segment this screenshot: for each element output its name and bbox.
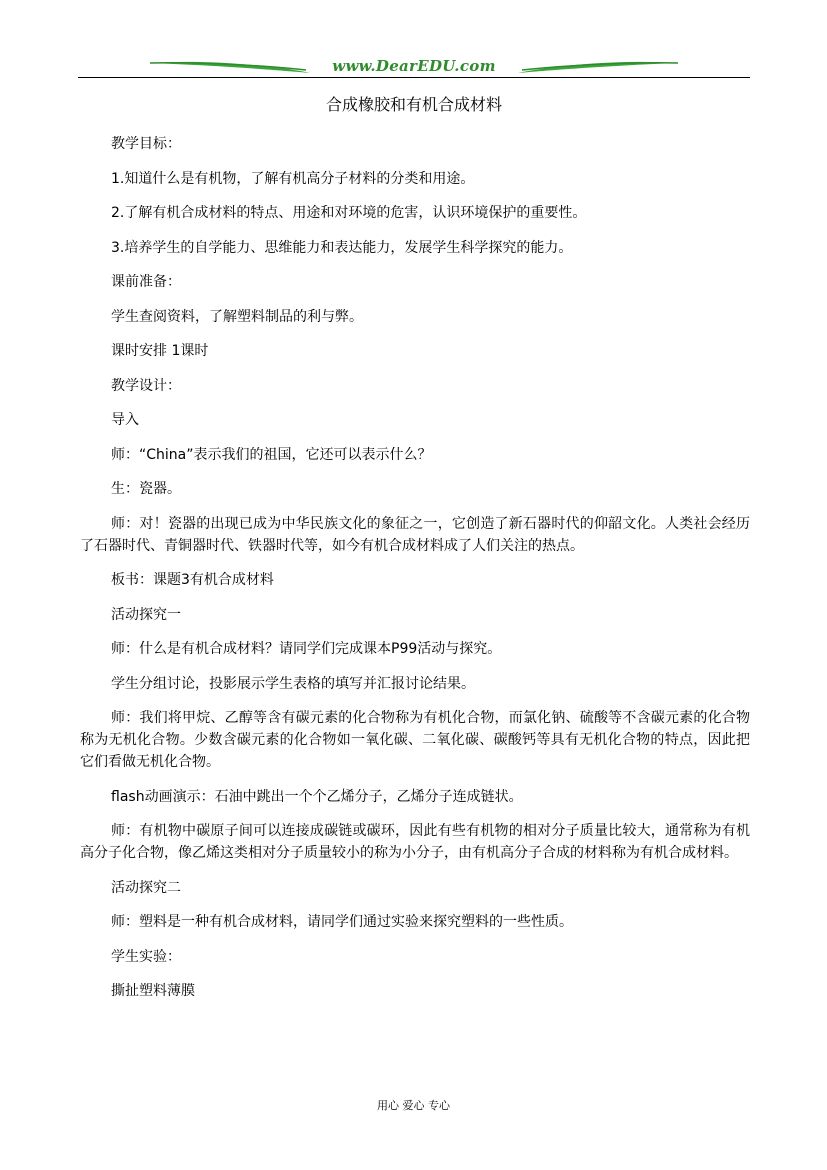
paragraph: 师：“China”表示我们的祖国，它还可以表示什么？ [111,446,432,463]
paragraph: 板书：课题3有机合成材料 [111,572,274,588]
paragraph: 课时安排 1课时 [111,343,209,359]
paragraph: 师：我们将甲烷、乙醇等含有碳元素的化合物称为有机化合物，而氯化钠、硫酸等不含碳元素的化合物称为无机化合物。少数含碳元素的化合物如一氧化碳、二氧化碳、碳酸钙等具有无机化合物的特点，因此把它们看做无机化合物。 [80,710,750,770]
paragraph: 学生查阅资料，了解塑料制品的利与弊。 [111,308,363,325]
paragraph: 生：瓷器。 [111,481,181,497]
paragraph: 教学设计： [111,377,181,394]
paragraph: 学生分组讨论，投影展示学生表格的填写并汇报讨论结果。 [111,675,475,692]
paragraph: 3.培养学生的自学能力、思维能力和表达能力，发展学生科学探究的能力。 [111,239,573,256]
document-title: 合成橡胶和有机合成材料 [325,95,502,114]
paragraph: 活动探究二 [111,879,181,896]
paragraph: 课前准备： [111,274,181,290]
document-body [80,133,750,1015]
paragraph: 撕扯塑料薄膜 [111,983,195,999]
page-footer: 用心 爱心 专心 [377,1099,450,1112]
paragraph: 学生实验： [111,948,181,965]
paragraph: 师：什么是有机合成材料？请同学们完成课本P99活动与探究。 [111,641,502,657]
paragraph: 师：有机物中碳原子间可以连接成碳链或碳环，因此有些有机物的相对分子质量比较大，通常称为有机高分子化合物，像乙烯这类相对分子质量较小的称为小分子，由有机高分子合成的材料称为有机合成材料。 [80,823,750,861]
paragraph: 师：对！瓷器的出现已成为中华民族文化的象征之一，它创造了新石器时代的仰韶文化。人类社会经历了石器时代、青铜器时代、铁器时代等，如今有机合成材料成了人们关注的热点。 [80,515,750,554]
paragraph: 活动探究一 [111,606,181,623]
header-rule [78,77,750,78]
page-header [78,54,750,80]
site-logo-text: www.DearEDU.com [332,57,496,75]
paragraph: 导入 [111,412,139,428]
paragraph: 教学目标： [111,136,181,152]
paragraph: 1.知道什么是有机物，了解有机高分子材料的分类和用途。 [111,170,475,187]
paragraph: 2.了解有机合成材料的特点、用途和对环境的危害，认识环境保护的重要性。 [111,205,587,221]
paragraph: flash动画演示：石油中跳出一个个乙烯分子，乙烯分子连成链状。 [111,788,523,805]
paragraph: 师：塑料是一种有机合成材料，请同学们通过实验来探究塑料的一些性质。 [111,914,573,930]
